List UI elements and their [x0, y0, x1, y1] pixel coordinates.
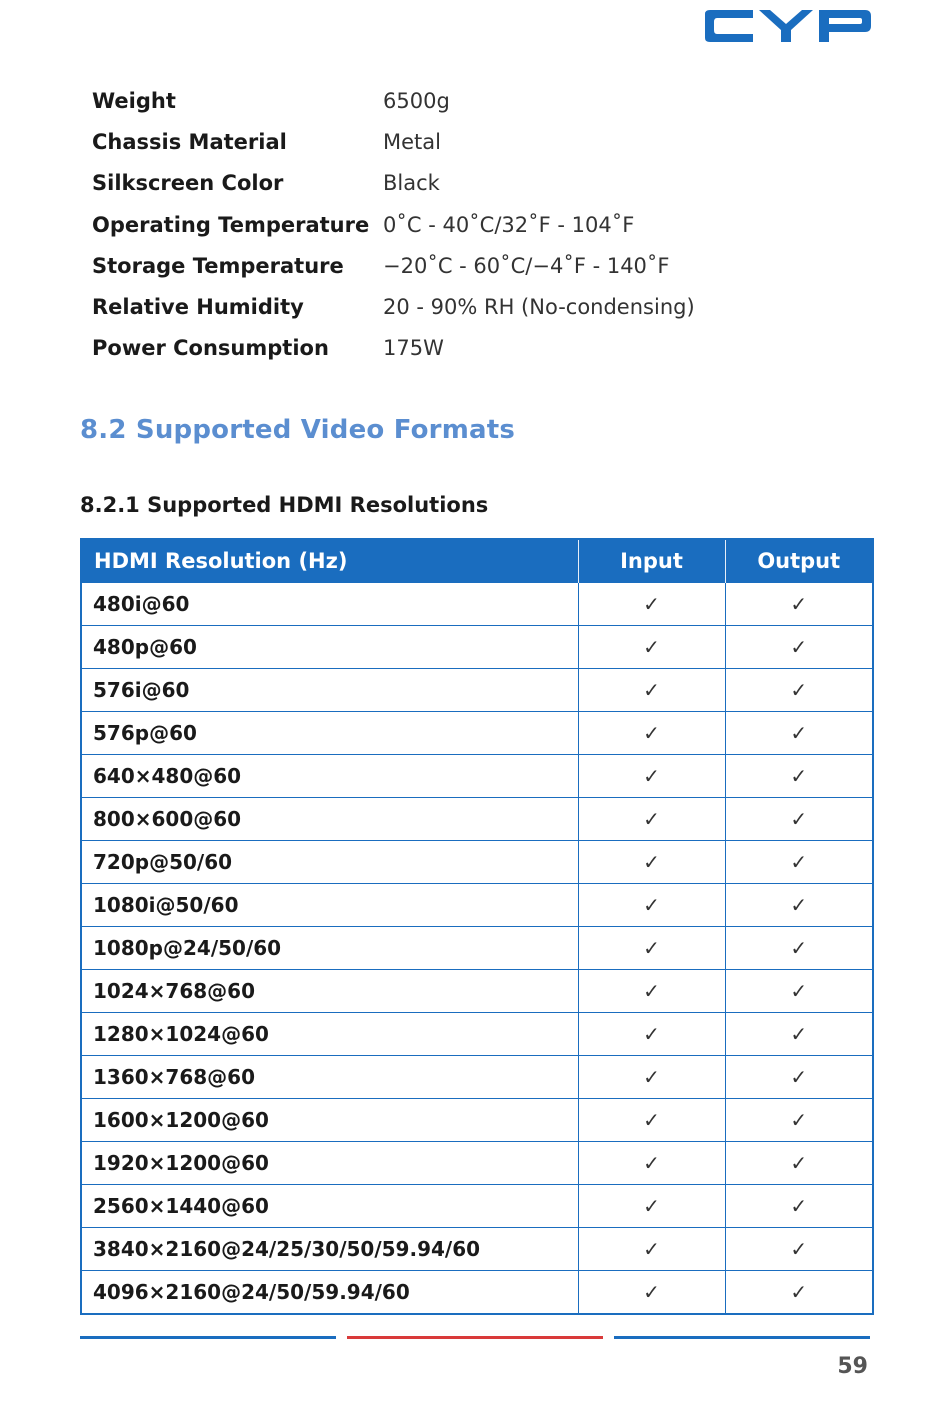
- output-check-icon: ✓: [725, 970, 873, 1013]
- table-row: [81, 1142, 873, 1185]
- header-resolution: HDMI Resolution (Hz): [81, 539, 578, 583]
- resolution-cell: 720p@50/60: [81, 841, 578, 884]
- spec-value: Metal: [383, 129, 441, 154]
- output-check-icon: ✓: [725, 884, 873, 927]
- resolution-cell: 800×600@60: [81, 798, 578, 841]
- cyp-logo: [703, 8, 873, 44]
- table-row: [81, 927, 873, 970]
- spec-label: Storage Temperature: [92, 253, 344, 278]
- table-row: [81, 1013, 873, 1056]
- input-check-icon: ✓: [578, 1056, 725, 1099]
- resolution-cell: 576p@60: [81, 712, 578, 755]
- spec-value: −20˚C - 60˚C/−4˚F - 140˚F: [383, 253, 670, 278]
- section-title: 8.2 Supported Video Formats: [80, 415, 516, 445]
- hdmi-resolution-table: [80, 538, 872, 1315]
- input-check-icon: ✓: [578, 1013, 725, 1056]
- header-input: Input: [578, 539, 725, 583]
- spec-label: Relative Humidity: [92, 295, 304, 320]
- output-check-icon: ✓: [725, 1271, 873, 1315]
- output-check-icon: ✓: [725, 798, 873, 841]
- spec-label: Operating Temperature: [92, 212, 370, 237]
- input-check-icon: ✓: [578, 1228, 725, 1271]
- input-check-icon: ✓: [578, 970, 725, 1013]
- input-check-icon: ✓: [578, 755, 725, 798]
- table-row: [81, 755, 873, 798]
- output-check-icon: ✓: [725, 1099, 873, 1142]
- spec-value: 175W: [383, 336, 444, 361]
- resolution-cell: 1080p@24/50/60: [81, 927, 578, 970]
- spec-row: [92, 286, 872, 327]
- output-check-icon: ✓: [725, 1228, 873, 1271]
- resolution-cell: 4096×2160@24/50/59.94/60: [81, 1271, 578, 1315]
- table-row: [81, 1228, 873, 1271]
- footer-line-left: [80, 1336, 336, 1339]
- spec-label: Silkscreen Color: [92, 171, 284, 196]
- spec-row: [92, 204, 872, 245]
- spec-row: [92, 245, 872, 286]
- resolution-cell: 1920×1200@60: [81, 1142, 578, 1185]
- footer-line-center: [347, 1336, 603, 1339]
- table-row: [81, 712, 873, 755]
- spec-label: Chassis Material: [92, 129, 287, 154]
- footer-line-right: [614, 1336, 870, 1339]
- output-check-icon: ✓: [725, 1013, 873, 1056]
- resolution-cell: 1360×768@60: [81, 1056, 578, 1099]
- spec-value: 20 - 90% RH (No-condensing): [383, 295, 695, 320]
- table-row: [81, 1056, 873, 1099]
- output-check-icon: ✓: [725, 626, 873, 669]
- table-row: [81, 841, 873, 884]
- output-check-icon: ✓: [725, 1142, 873, 1185]
- table-row: [81, 1099, 873, 1142]
- input-check-icon: ✓: [578, 927, 725, 970]
- spec-row: [92, 80, 872, 121]
- table-row: [81, 669, 873, 712]
- output-check-icon: ✓: [725, 712, 873, 755]
- resolution-cell: 576i@60: [81, 669, 578, 712]
- table-header-row: [81, 539, 873, 583]
- table-row: [81, 798, 873, 841]
- input-check-icon: ✓: [578, 884, 725, 927]
- header-output: Output: [725, 539, 873, 583]
- input-check-icon: ✓: [578, 1271, 725, 1315]
- resolution-cell: 640×480@60: [81, 755, 578, 798]
- input-check-icon: ✓: [578, 583, 725, 626]
- input-check-icon: ✓: [578, 626, 725, 669]
- resolution-cell: 480i@60: [81, 583, 578, 626]
- page-number: 59: [837, 1354, 868, 1379]
- resolution-cell: 1080i@50/60: [81, 884, 578, 927]
- input-check-icon: ✓: [578, 1142, 725, 1185]
- resolution-cell: 480p@60: [81, 626, 578, 669]
- resolution-cell: 1280×1024@60: [81, 1013, 578, 1056]
- input-check-icon: ✓: [578, 1099, 725, 1142]
- table-row: [81, 970, 873, 1013]
- resolution-cell: 1600×1200@60: [81, 1099, 578, 1142]
- spec-row: [92, 121, 872, 162]
- resolution-cell: 2560×1440@60: [81, 1185, 578, 1228]
- output-check-icon: ✓: [725, 669, 873, 712]
- resolution-cell: 1024×768@60: [81, 970, 578, 1013]
- output-check-icon: ✓: [725, 1185, 873, 1228]
- input-check-icon: ✓: [578, 712, 725, 755]
- spec-row: [92, 163, 872, 204]
- spec-value: 0˚C - 40˚C/32˚F - 104˚F: [383, 212, 635, 237]
- output-check-icon: ✓: [725, 927, 873, 970]
- table-row: [81, 583, 873, 626]
- output-check-icon: ✓: [725, 583, 873, 626]
- spec-label: Weight: [92, 88, 176, 113]
- resolution-cell: 3840×2160@24/25/30/50/59.94/60: [81, 1228, 578, 1271]
- table-row: [81, 1185, 873, 1228]
- spec-row: [92, 328, 872, 369]
- subsection-title: 8.2.1 Supported HDMI Resolutions: [80, 493, 489, 517]
- spec-list: [92, 80, 872, 369]
- spec-value: Black: [383, 171, 440, 196]
- input-check-icon: ✓: [578, 798, 725, 841]
- table-row: [81, 884, 873, 927]
- table-row: [81, 626, 873, 669]
- output-check-icon: ✓: [725, 755, 873, 798]
- output-check-icon: ✓: [725, 841, 873, 884]
- table-row: [81, 1271, 873, 1315]
- spec-label: Power Consumption: [92, 336, 329, 361]
- input-check-icon: ✓: [578, 1185, 725, 1228]
- input-check-icon: ✓: [578, 841, 725, 884]
- input-check-icon: ✓: [578, 669, 725, 712]
- output-check-icon: ✓: [725, 1056, 873, 1099]
- spec-value: 6500g: [383, 88, 450, 113]
